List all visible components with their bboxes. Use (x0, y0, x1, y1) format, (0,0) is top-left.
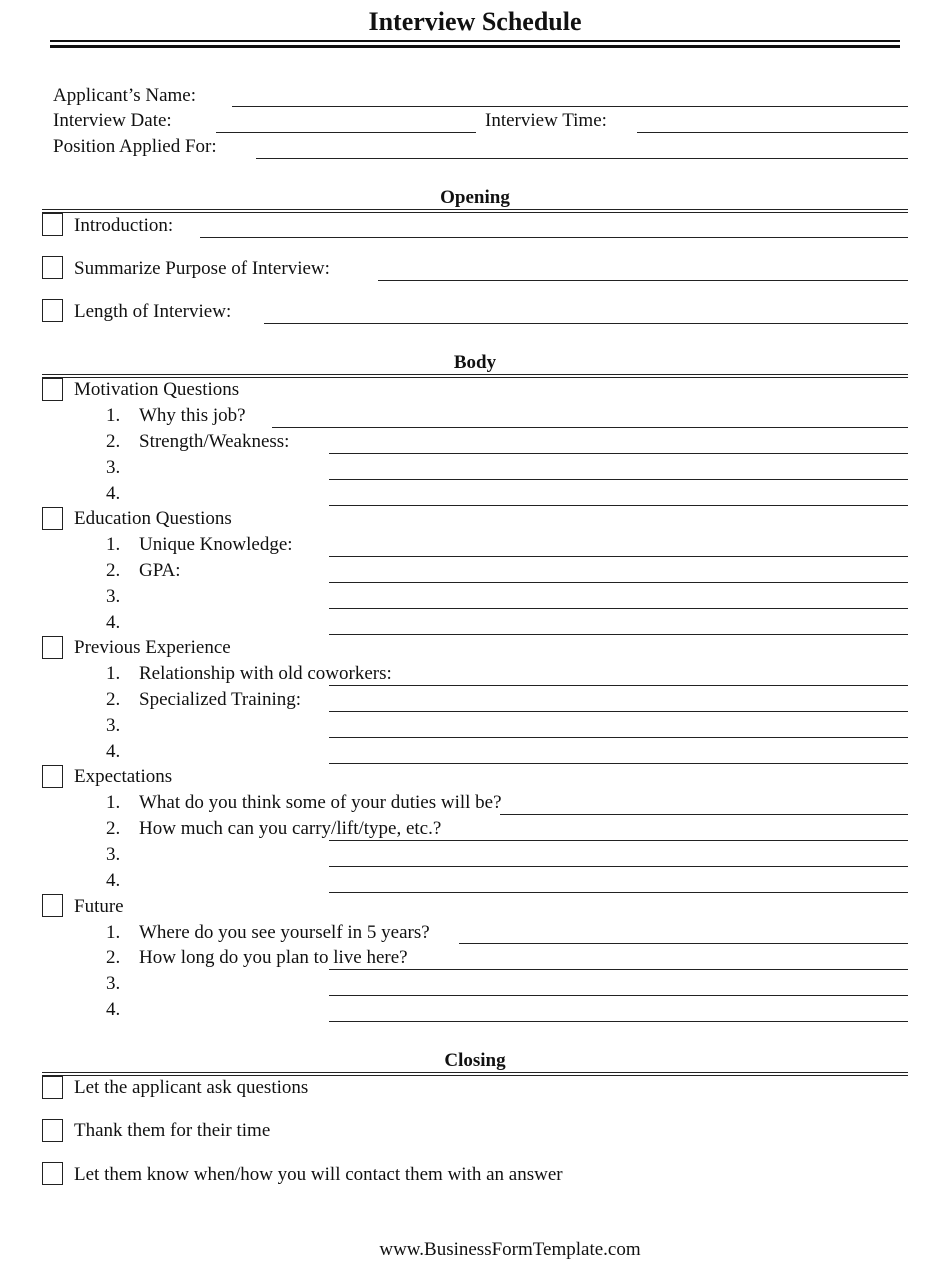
question-number: 4. (106, 483, 121, 504)
closing-rule-top (42, 1072, 908, 1073)
question-text: GPA: (139, 560, 181, 581)
question-number: 4. (106, 870, 121, 891)
answer-field[interactable] (329, 737, 908, 738)
body-rule-top (42, 374, 908, 375)
interview-date-field[interactable] (216, 132, 476, 133)
introduction-checkbox[interactable] (42, 213, 63, 236)
question-text: Where do you see yourself in 5 years? (139, 922, 430, 943)
answer-field[interactable] (329, 634, 908, 635)
opening-rule-top (42, 209, 908, 210)
interview-date-label: Interview Date: (53, 110, 172, 131)
future-label: Future (74, 896, 124, 917)
answer-field[interactable] (329, 479, 908, 480)
body-heading: Body (453, 352, 497, 373)
answer-field[interactable] (272, 427, 908, 428)
question-number: 2. (106, 560, 121, 581)
closing-heading: Closing (444, 1050, 506, 1071)
title-rule-top (50, 40, 900, 42)
answer-field[interactable] (329, 892, 908, 893)
question-number: 2. (106, 818, 121, 839)
question-text: Why this job? (139, 405, 246, 426)
question-text: What do you think some of your duties will be? (139, 792, 502, 813)
footer-website: www.BusinessFormTemplate.com (379, 1239, 641, 1260)
question-text: Strength/Weakness: (139, 431, 290, 452)
answer-field[interactable] (329, 556, 908, 557)
answer-field[interactable] (329, 685, 908, 686)
answer-field[interactable] (329, 505, 908, 506)
question-number: 3. (106, 586, 121, 607)
answer-field[interactable] (500, 814, 908, 815)
question-number: 4. (106, 612, 121, 633)
applicant-name-label: Applicant’s Name: (53, 85, 196, 106)
summarize-purpose-checkbox[interactable] (42, 256, 63, 279)
length-of-interview-label: Length of Interview: (74, 301, 232, 322)
question-text: How much can you carry/lift/type, etc.? (139, 818, 442, 839)
title-rule-bottom (50, 45, 900, 48)
question-number: 4. (106, 741, 121, 762)
answer-field[interactable] (459, 943, 908, 944)
answer-field[interactable] (329, 866, 908, 867)
question-number: 1. (106, 405, 121, 426)
question-number: 3. (106, 844, 121, 865)
position-label: Position Applied For: (53, 136, 217, 157)
question-number: 3. (106, 715, 121, 736)
answer-field[interactable] (329, 969, 908, 970)
previous-experience-label: Previous Experience (74, 637, 231, 658)
opening-heading: Opening (440, 187, 510, 208)
expectations-label: Expectations (74, 766, 173, 787)
question-text: Relationship with old coworkers: (139, 663, 392, 684)
contact-them-label: Let them know when/how you will contact them with an answer (74, 1164, 563, 1185)
previous-experience-checkbox[interactable] (42, 636, 63, 659)
length-of-interview-checkbox[interactable] (42, 299, 63, 322)
question-number: 1. (106, 663, 121, 684)
answer-field[interactable] (329, 840, 908, 841)
future-checkbox[interactable] (42, 894, 63, 917)
summarize-purpose-field[interactable] (378, 280, 908, 281)
introduction-label: Introduction: (74, 215, 174, 236)
page-title: Interview Schedule (368, 7, 582, 36)
question-number: 4. (106, 999, 121, 1020)
applicant-name-field[interactable] (232, 106, 908, 107)
question-number: 2. (106, 431, 121, 452)
length-of-interview-field[interactable] (264, 323, 908, 324)
answer-field[interactable] (329, 995, 908, 996)
education-checkbox[interactable] (42, 507, 63, 530)
answer-field[interactable] (329, 711, 908, 712)
introduction-field[interactable] (200, 237, 908, 238)
question-number: 1. (106, 922, 121, 943)
answer-field[interactable] (329, 608, 908, 609)
position-field[interactable] (256, 158, 908, 159)
question-number: 1. (106, 534, 121, 555)
ask-questions-checkbox[interactable] (42, 1076, 63, 1099)
thank-them-checkbox[interactable] (42, 1119, 63, 1142)
question-number: 2. (106, 689, 121, 710)
expectations-checkbox[interactable] (42, 765, 63, 788)
summarize-purpose-label: Summarize Purpose of Interview: (74, 258, 330, 279)
answer-field[interactable] (329, 763, 908, 764)
question-number: 2. (106, 947, 121, 968)
question-text: Unique Knowledge: (139, 534, 293, 555)
thank-them-label: Thank them for their time (74, 1120, 271, 1141)
motivation-label: Motivation Questions (74, 379, 240, 400)
interview-time-label: Interview Time: (485, 110, 607, 131)
answer-field[interactable] (329, 1021, 908, 1022)
question-number: 1. (106, 792, 121, 813)
question-text: Specialized Training: (139, 689, 302, 710)
answer-field[interactable] (329, 453, 908, 454)
opening-rule-bottom (42, 212, 908, 213)
question-number: 3. (106, 973, 121, 994)
education-label: Education Questions (74, 508, 232, 529)
contact-them-checkbox[interactable] (42, 1162, 63, 1185)
question-text: How long do you plan to live here? (139, 947, 408, 968)
question-number: 3. (106, 457, 121, 478)
interview-time-field[interactable] (637, 132, 908, 133)
answer-field[interactable] (329, 582, 908, 583)
motivation-checkbox[interactable] (42, 378, 63, 401)
ask-questions-label: Let the applicant ask questions (74, 1077, 309, 1098)
